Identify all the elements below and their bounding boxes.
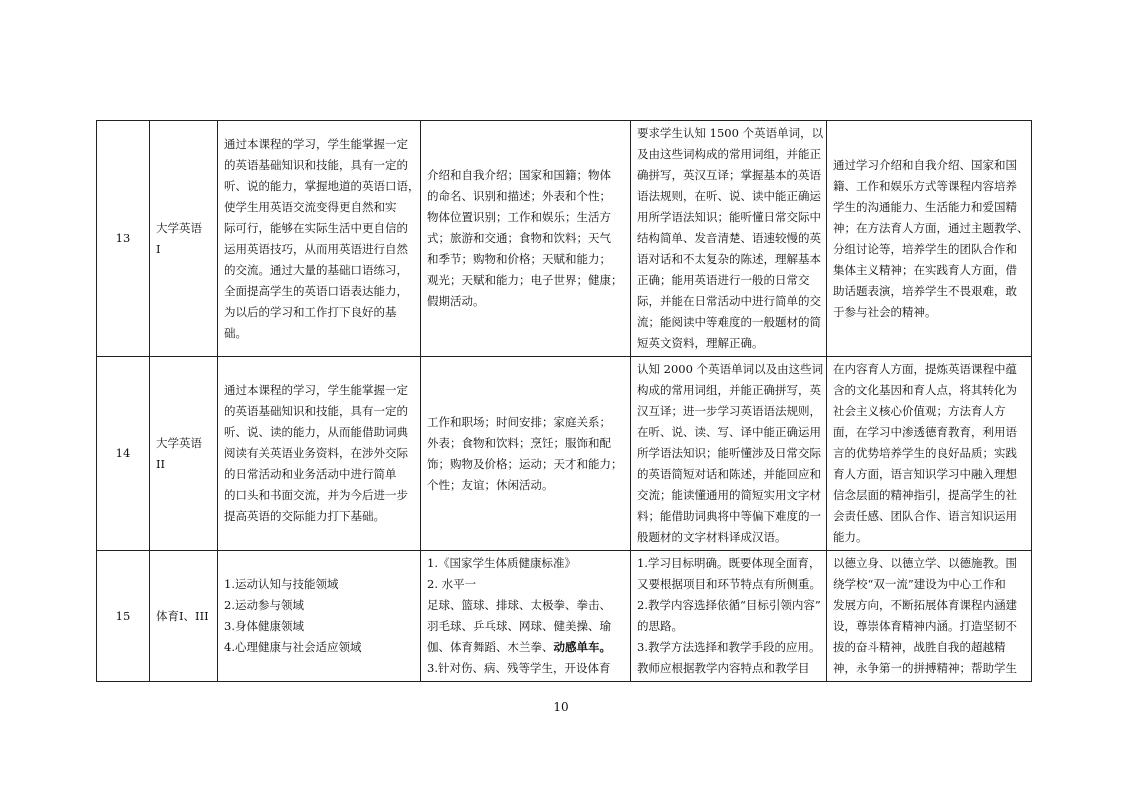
course-content: 1.《国家学生体质健康标准》 2. 水平一 足球、篮球、排球、太极拳、拳击、 羽毛球、乒乓球、网球、健美操、瑜 伽、体育舞蹈、木兰拳、动感单车。 3.针对伤、病、残等学生，开设体育 (421, 551, 631, 682)
course-requirements: 要求学生认知 1500 个英语单词，以 及由这些词构成的常用词组，并能正 确拼写，英汉互译；掌握基本的英语 语法规则，在听、说、读中能正确运 用所学语法知识；能听懂日常交际中 结构简单、发音清楚、语速较慢的英 语对话和不太复杂的陈述，理解基本 正确；能用英语进行一般的日常交 际，并能在日常活动中进行简单的交 流；能阅读中等难度的一般题材的简 短英文资料，理解正确。 (631, 121, 827, 357)
course-objective: 通过本课程的学习，学生能掌握一定 的英语基础知识和技能，具有一定的 听、说、读的能力，从而能借助词典 阅读有关英语业务资料，在涉外交际 的日常活动和业务活动中进行简单 的口头和书面交流，并为今后进一步 提高英语的交际能力打下基础。 (218, 357, 421, 551)
course-requirements: 1.学习目标明确。既要体现全面育， 又要根据项目和环节特点有所侧重。 2.教学内容选择依循“目标引领内容” 的思路。 3.教学方法选择和教学手段的应用。 教师应根据教学内容特点和教学目 (631, 551, 827, 682)
course-content: 介绍和自我介绍；国家和国籍；物体 的命名、识别和描述；外表和个性； 物体位置识别；工作和娱乐；生活方 式；旅游和交通；食物和饮料；天气 和季节；购物和价格；天赋和能力； 观光；天赋和能力；电子世界；健康； 假期活动。 (421, 121, 631, 357)
course-table (96, 120, 1032, 682)
course-number: 13 (97, 121, 150, 357)
table-row (97, 551, 1032, 682)
table-row (97, 357, 1032, 551)
course-ideology: 通过学习介绍和自我介绍、国家和国 籍、工作和娱乐方式等课程内容培养 学生的沟通能力、生活能力和爱国精 神；在方法育人方面，通过主题教学、 分组讨论等，培养学生的团队合作和 集体主义精神；在实践育人方面，借 助话题表演，培养学生不畏艰难，敢 于参与社会的精神。 (827, 121, 1032, 357)
course-number: 14 (97, 357, 150, 551)
course-ideology: 以德立身、以德立学、以德施教。围 绕学校“双一流”建设为中心工作和 发展方向，不断拓展体育课程内涵建 设，尊崇体育精神内涵。打造坚韧不 拔的奋斗精神，战胜自我的超越精 神，永争第一的拼搏精神；帮助学生 (827, 551, 1032, 682)
table-row (97, 121, 1032, 357)
course-name: 大学英语 II (150, 357, 218, 551)
course-requirements: 认知 2000 个英语单词以及由这些词 构成的常用词组，并能正确拼写，英 汉互译；进一步学习英语语法规则， 在听、说、读、写、译中能正确运用 所学语法知识；能听懂涉及日常交际 的英语简短对话和陈述，并能回应和 交流；能读懂通用的简短实用文字材 料；能借助词典将中等偏下难度的一 般题材的文字材料译成汉语。 (631, 357, 827, 551)
page-number: 10 (553, 700, 569, 714)
course-name: 大学英语 I (150, 121, 218, 357)
course-objective: 通过本课程的学习，学生能掌握一定 的英语基础知识和技能，具有一定的 听、说的能力，掌握地道的英语口语， 使学生用英语交流变得更自然和实 际可行，能够在实际生活中更自信的 运用英语技巧，从而用英语进行自然 的交流。通过大量的基础口语练习， 全面提高学生的英语口语表达能力， 为以后的学习和工作打下良好的基 础。 (218, 121, 421, 357)
course-number: 15 (97, 551, 150, 682)
course-name: 体育I、III (150, 551, 218, 682)
course-content: 工作和职场；时间安排；家庭关系； 外表；食物和饮料；烹饪；服饰和配 饰；购物及价格；运动；天才和能力； 个性；友谊；休闲活动。 (421, 357, 631, 551)
bold-text: 动感单车。 (553, 640, 611, 654)
course-ideology: 在内容育人方面，提炼英语课程中蕴 含的文化基因和育人点，将其转化为 社会主义核心价值观；方法育人方 面，在学习中渗透德育教育，利用语 言的优势培养学生的良好品质；实践 育人方面，语言知识学习中融入理想 信念层面的精神指引，提高学生的社 会责任感、团队合作、语言知识运用 能力。 (827, 357, 1032, 551)
course-objective: 1.运动认知与技能领域 2.运动参与领域 3.身体健康领域 4.心理健康与社会适应领域 (218, 551, 421, 682)
